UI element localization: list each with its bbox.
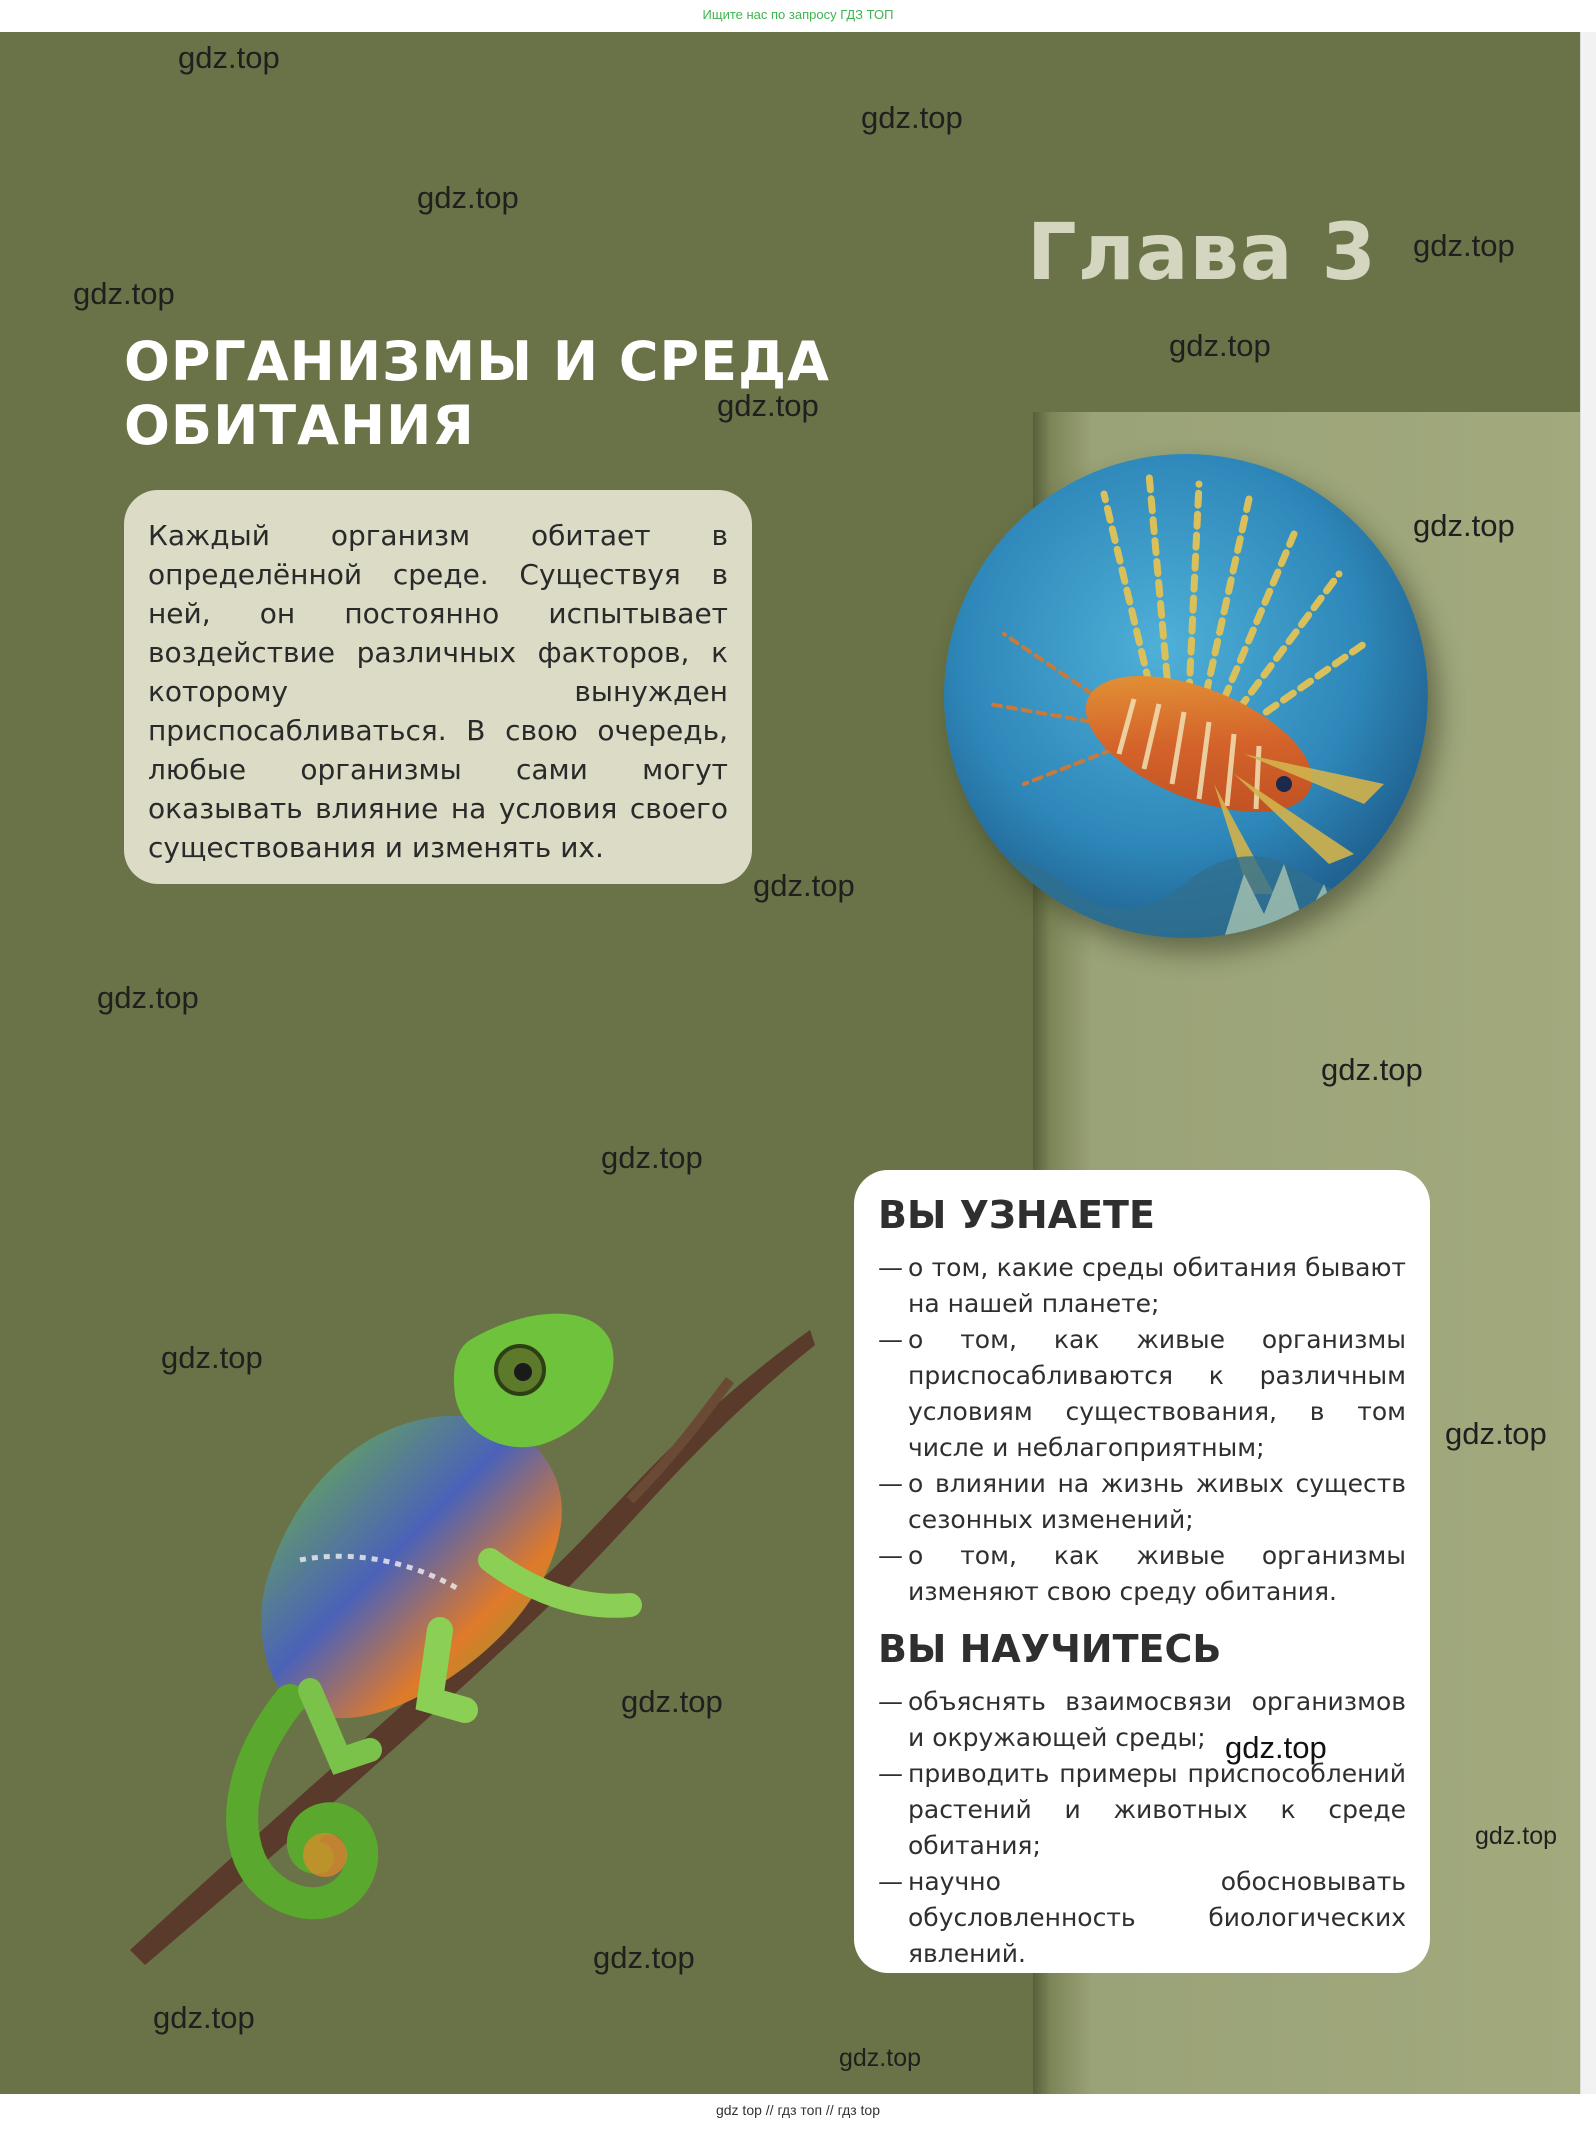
watermark: gdz.top <box>97 980 199 1015</box>
list-item: — приводить примеры приспособлений растений и животных к среде обитания; <box>878 1756 1406 1864</box>
bottom-notice-bar <box>0 2094 1596 2130</box>
watermark: gdz.top <box>153 2000 255 2035</box>
top-notice-bar <box>0 0 1596 32</box>
list-item: — о том, как живые организмы изменяют свою среду обитания. <box>878 1538 1406 1610</box>
watermark: gdz.top <box>1445 1416 1547 1451</box>
watermark: gdz.top <box>621 1684 723 1719</box>
list-item: — научно обосновывать обусловленность биологических явлений. <box>878 1864 1406 1972</box>
bottom-notice-text: gdz top // гдз топ // гдз top <box>715 2102 881 2118</box>
intro-text: Каждый организм обитает в определённой среде. Существуя в ней, он постоянно испытывает воздействие различных факторов, к которому вынужден приспосабливаться. В свою очередь, любые организмы сами могут оказывать влияние на условия своего существования и изменять их. <box>148 519 728 864</box>
list-item: — о влиянии на жизнь живых существ сезонных изменений; <box>878 1466 1406 1538</box>
page-edge <box>1580 32 1596 2094</box>
title-line-1: ОРГАНИЗМЫ И СРЕДА <box>124 330 830 393</box>
list-item: — о том, как живые организмы приспосабливаются к различным условиям существования, в том числе и неблагоприятным; <box>878 1322 1406 1466</box>
watermark: gdz.top <box>161 1340 263 1375</box>
watermark: gdz.top <box>417 180 519 215</box>
watermark: gdz.top <box>839 2044 922 2072</box>
watermark: gdz.top <box>717 388 819 423</box>
chapter-label: Глава 3 <box>1027 208 1377 298</box>
know-list <box>878 1250 1406 1610</box>
watermark: gdz.top <box>1413 508 1515 543</box>
list-item: — объяснять взаимосвязи организмов и окружающей среды; <box>878 1684 1406 1756</box>
lionfish-image <box>944 454 1428 938</box>
intro-box <box>124 490 752 884</box>
watermark: gdz.top <box>73 276 175 311</box>
watermark: gdz.top <box>593 1940 695 1975</box>
watermark: gdz.top <box>1321 1052 1423 1087</box>
learning-goals-box <box>854 1170 1430 1973</box>
watermark: gdz.top <box>601 1140 703 1175</box>
top-notice-text: Ищите нас по запросу ГДЗ ТОП <box>702 7 894 22</box>
watermark: gdz.top <box>178 40 280 75</box>
watermark: gdz.top <box>861 100 963 135</box>
heading-you-will-be-able: ВЫ НАУЧИТЕСЬ <box>878 1627 1222 1671</box>
watermark: gdz.top <box>1413 228 1515 263</box>
list-item: — о том, какие среды обитания бывают на нашей планете; <box>878 1250 1406 1322</box>
heading-you-will-learn: ВЫ УЗНАЕТЕ <box>878 1193 1155 1237</box>
title-line-2: ОБИТАНИЯ <box>124 394 475 457</box>
watermark: gdz.top <box>1475 1822 1558 1850</box>
watermark: gdz.top <box>753 868 855 903</box>
skills-list <box>878 1684 1406 1972</box>
watermark: gdz.top <box>1169 328 1271 363</box>
watermark: gdz.top <box>1225 1730 1327 1765</box>
